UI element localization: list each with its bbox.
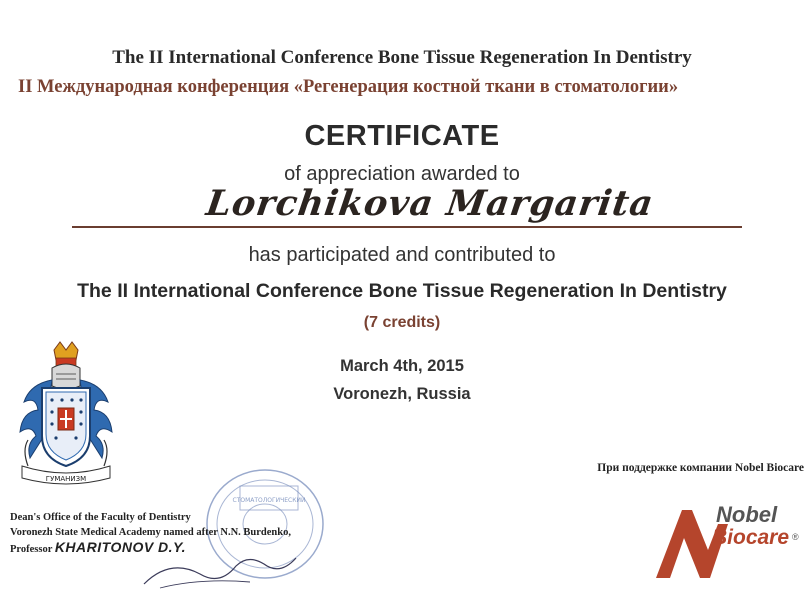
dean-office-line: Dean's Office of the Faculty of Dentistry — [10, 512, 191, 523]
logo-word-nobel: Nobel — [716, 502, 778, 527]
awarded-line: of appreciation awarded to — [284, 163, 520, 185]
event-date: March 4th, 2015 — [340, 357, 464, 375]
credits: (7 credits) — [363, 314, 441, 331]
professor-line — [10, 540, 291, 557]
sponsor-support-text: При поддержке компании Nobel Biocare — [597, 462, 804, 474]
certificate-title: CERTIFICATE — [304, 120, 500, 152]
name-underline — [72, 226, 742, 228]
academy-crest-icon — [14, 340, 118, 490]
academy-line: Voronezh State Medical Academy named after N.N. Burdenko, — [10, 527, 291, 538]
registered-mark: ® — [792, 532, 799, 542]
header-title-en: The II International Conference Bone Tissue Regeneration In Dentistry — [112, 47, 692, 68]
recipient-name: Lorchikova Margarita — [203, 183, 657, 224]
stamp-text: СТОМАТОЛОГИЧЕСКИЙ — [232, 497, 306, 504]
header-title-ru: II Международная конференция «Регенерация костной ткани в стоматологии» — [18, 77, 679, 97]
professor-name: KHARITONOV D.Y. — [54, 539, 187, 555]
event-place: Voronezh, Russia — [333, 385, 471, 403]
professor-title: Professor — [10, 544, 53, 555]
logo-word-biocare: Biocare — [712, 526, 790, 549]
participated-line: has participated and contributed to — [248, 244, 556, 266]
nobel-biocare-logo — [652, 496, 800, 588]
crest-ribbon-text: ГУМАНИЗМ — [45, 475, 87, 483]
dean-signatory-block — [10, 510, 291, 557]
conference-name: The II International Conference Bone Tissue Regeneration In Dentistry — [77, 280, 727, 302]
